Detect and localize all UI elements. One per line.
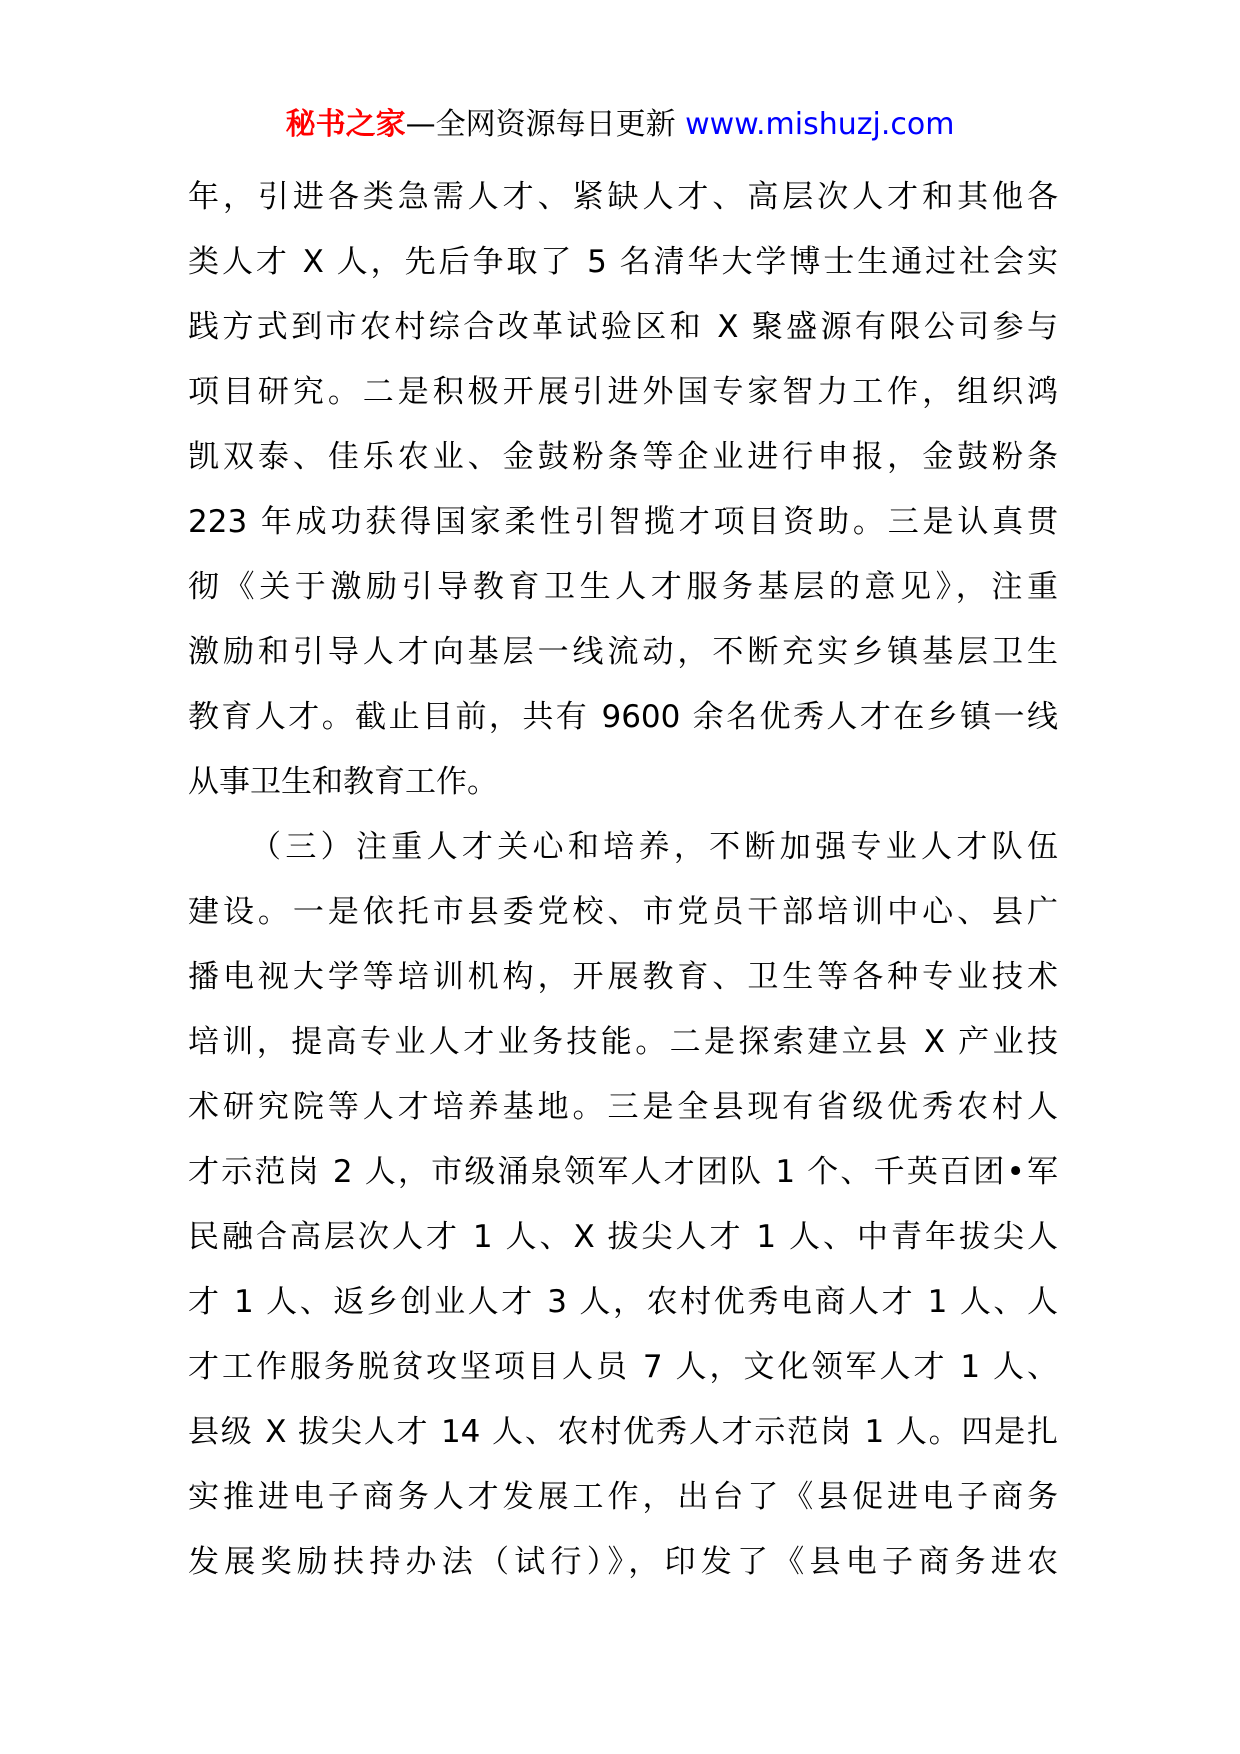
text-line: 彻《关于激励引导教育卫生人才服务基层的意见》，注重	[188, 569, 1058, 605]
header-tagline: —全网资源每日更新	[405, 107, 686, 142]
text-line: 从事卫生和教育工作。	[188, 764, 498, 800]
paragraph	[188, 165, 1058, 815]
text-line: 建设。一是依托市县委党校、市党员干部培训中心、县广	[188, 894, 1058, 930]
text-line: 发展奖励扶持办法（试行）》，印发了《县电子商务进农	[188, 1544, 1058, 1580]
text-line: 民融合高层次人才 1 人、X 拔尖人才 1 人、中青年拔尖人	[188, 1219, 1058, 1255]
text-line: 激励和引导人才向基层一线流动，不断充实乡镇基层卫生	[188, 634, 1058, 670]
text-line: 223 年成功获得国家柔性引智揽才项目资助。三是认真贯	[188, 504, 1058, 540]
text-line: 类人才 X 人，先后争取了 5 名清华大学博士生通过社会实	[188, 244, 1058, 280]
text-line: 教育人才。截止目前，共有 9600 余名优秀人才在乡镇一线	[188, 699, 1058, 735]
header-url[interactable]: www.mishuzj.com	[685, 107, 955, 142]
text-line: 培训，提高专业人才业务技能。二是探索建立县 X 产业技	[188, 1024, 1058, 1060]
paragraph	[188, 815, 1058, 1595]
header-brand: 秘书之家	[285, 107, 406, 142]
text-line: 实推进电子商务人才发展工作，出台了《县促进电子商务	[188, 1479, 1058, 1515]
text-line: （三）注重人才关心和培养，不断加强专业人才队伍	[250, 829, 1058, 865]
text-line: 播电视大学等培训机构，开展教育、卫生等各种专业技术	[188, 959, 1058, 995]
text-line: 才示范岗 2 人，市级涌泉领军人才团队 1 个、千英百团•军	[188, 1154, 1058, 1190]
text-line: 践方式到市农村综合改革试验区和 X 聚盛源有限公司参与	[188, 309, 1058, 345]
text-line: 才 1 人、返乡创业人才 3 人，农村优秀电商人才 1 人、人	[188, 1284, 1058, 1320]
text-line: 术研究院等人才培养基地。三是全县现有省级优秀农村人	[188, 1089, 1058, 1125]
text-line: 年，引进各类急需人才、紧缺人才、高层次人才和其他各	[188, 179, 1058, 215]
text-line: 项目研究。二是积极开展引进外国专家智力工作，组织鸿	[188, 374, 1058, 410]
text-line: 才工作服务脱贫攻坚项目人员 7 人，文化领军人才 1 人、	[188, 1349, 1058, 1385]
text-line: 凯双泰、佳乐农业、金鼓粉条等企业进行申报，金鼓粉条	[188, 439, 1058, 475]
text-line: 县级 X 拔尖人才 14 人、农村优秀人才示范岗 1 人。四是扎	[188, 1414, 1058, 1450]
document-body	[188, 165, 1058, 1595]
page-header	[0, 100, 1240, 150]
